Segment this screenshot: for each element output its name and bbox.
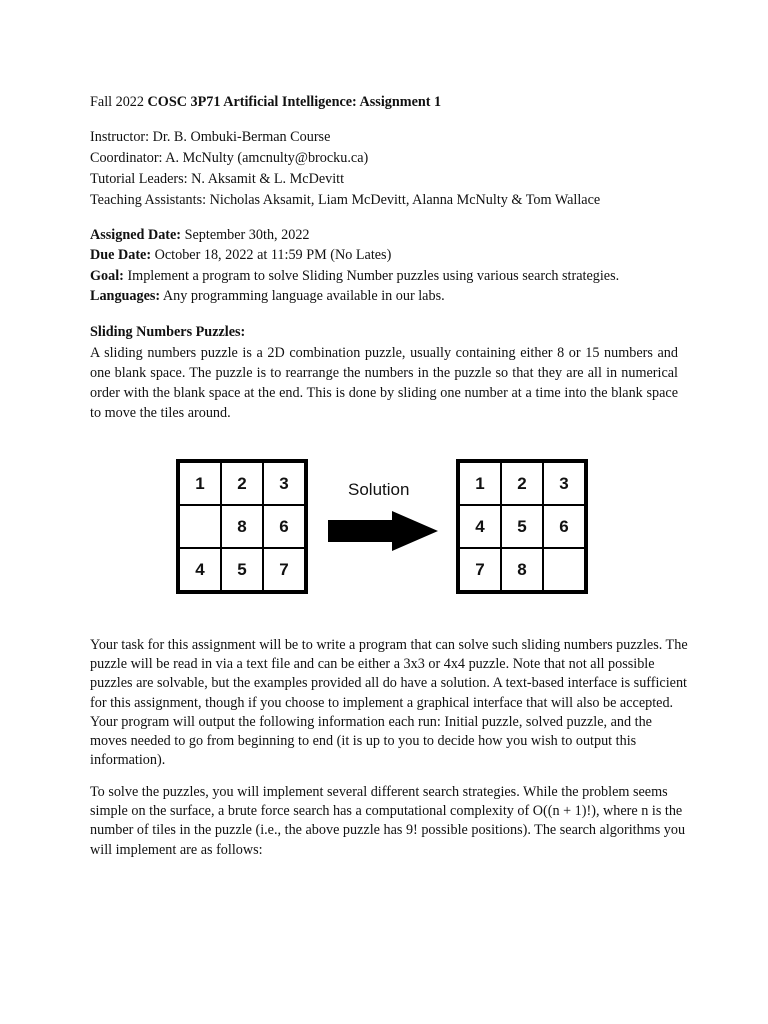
puzzle-tile: 3 [263, 462, 305, 505]
puzzle-tile: 6 [543, 505, 585, 548]
puzzle-tile-blank [543, 548, 585, 591]
term-text: Fall 2022 [90, 94, 144, 110]
puzzle-tile: 4 [179, 548, 221, 591]
puzzle-tile: 8 [221, 505, 263, 548]
start-puzzle-grid [176, 459, 308, 594]
puzzle-tile: 7 [263, 548, 305, 591]
puzzle-tile: 3 [543, 462, 585, 505]
languages-line [90, 286, 445, 306]
intro-paragraph: A sliding numbers puzzle is a 2D combination puzzle, usually containing either 8 or 15 numbers and one blank space. The puzzle is to rearrange the numbers in the puzzle so that they are all in numerical order with the blank space at the end. This is done by sliding one number at a time into the blank space to move the tiles around. [90, 345, 678, 421]
puzzle-figure [176, 457, 591, 597]
document-title [90, 92, 441, 112]
assigned-date-line [90, 225, 310, 245]
puzzle-tile: 4 [459, 505, 501, 548]
solution-label: Solution [348, 480, 410, 499]
section-heading [90, 322, 245, 342]
due-date-value: October 18, 2022 at 11:59 PM (No Lates) [151, 247, 392, 263]
assigned-date-label: Assigned Date: [90, 227, 182, 243]
puzzle-tile: 8 [501, 548, 543, 591]
right-arrow-icon [328, 511, 440, 551]
coordinator-line: Coordinator: A. McNulty (amcnulty@brocku.ca) [90, 150, 369, 166]
due-date-label: Due Date: [90, 247, 152, 263]
puzzle-tile: 2 [221, 462, 263, 505]
task-paragraph: Your task for this assignment will be to write a program that can solve such sliding numbers puzzles. The puzzle will be read in via a text file and can be either a 3x3 or 4x4 puzzle. Note that not all possible puzzles are solvable, but the examples provided all do have a solution. A text-based interface is sufficient for this assignment, though if you choose to implement a graphical interface that will also be accepted. Your program will output the following information each run: Initial puzzle, solved puzzle, and the moves needed to go from beginning to end (it is up to you to decide how you wish to output this information). [90, 637, 688, 769]
languages-label: Languages: [90, 288, 161, 304]
goal-value: Implement a program to solve Sliding Number puzzles using various search strategies. [123, 268, 620, 284]
instructor-line: Instructor: Dr. B. Ombuki-Berman Course [90, 129, 331, 145]
puzzle-tile: 7 [459, 548, 501, 591]
course-title: COSC 3P71 Artificial Intelligence: Assignment 1 [147, 94, 442, 110]
puzzle-tile: 5 [501, 505, 543, 548]
goal-line [90, 266, 619, 286]
puzzle-tile: 1 [179, 462, 221, 505]
section-heading-text: Sliding Numbers Puzzles: [90, 324, 246, 340]
solved-puzzle-grid [456, 459, 588, 594]
goal-label: Goal: [90, 268, 124, 284]
due-date-line [90, 245, 391, 265]
assigned-date-value: September 30th, 2022 [181, 227, 310, 243]
search-paragraph: To solve the puzzles, you will implement several different search strategies. While the problem seems simple on the surface, a brute force search has a computational complexity of O((n + 1)!), where n is the number of tiles in the puzzle (i.e., the above puzzle has 9! possible positions). The search algorithms you will implement are as follows: [90, 784, 686, 858]
languages-value: Any programming language available in our labs. [160, 288, 445, 304]
puzzle-tile-blank [179, 505, 221, 548]
puzzle-tile: 1 [459, 462, 501, 505]
puzzle-tile: 5 [221, 548, 263, 591]
puzzle-tile: 2 [501, 462, 543, 505]
puzzle-tile: 6 [263, 505, 305, 548]
tutorial-leaders-line: Tutorial Leaders: N. Aksamit & L. McDevitt [90, 171, 345, 187]
teaching-assistants-line: Teaching Assistants: Nicholas Aksamit, Liam McDevitt, Alanna McNulty & Tom Wallace [90, 192, 601, 208]
